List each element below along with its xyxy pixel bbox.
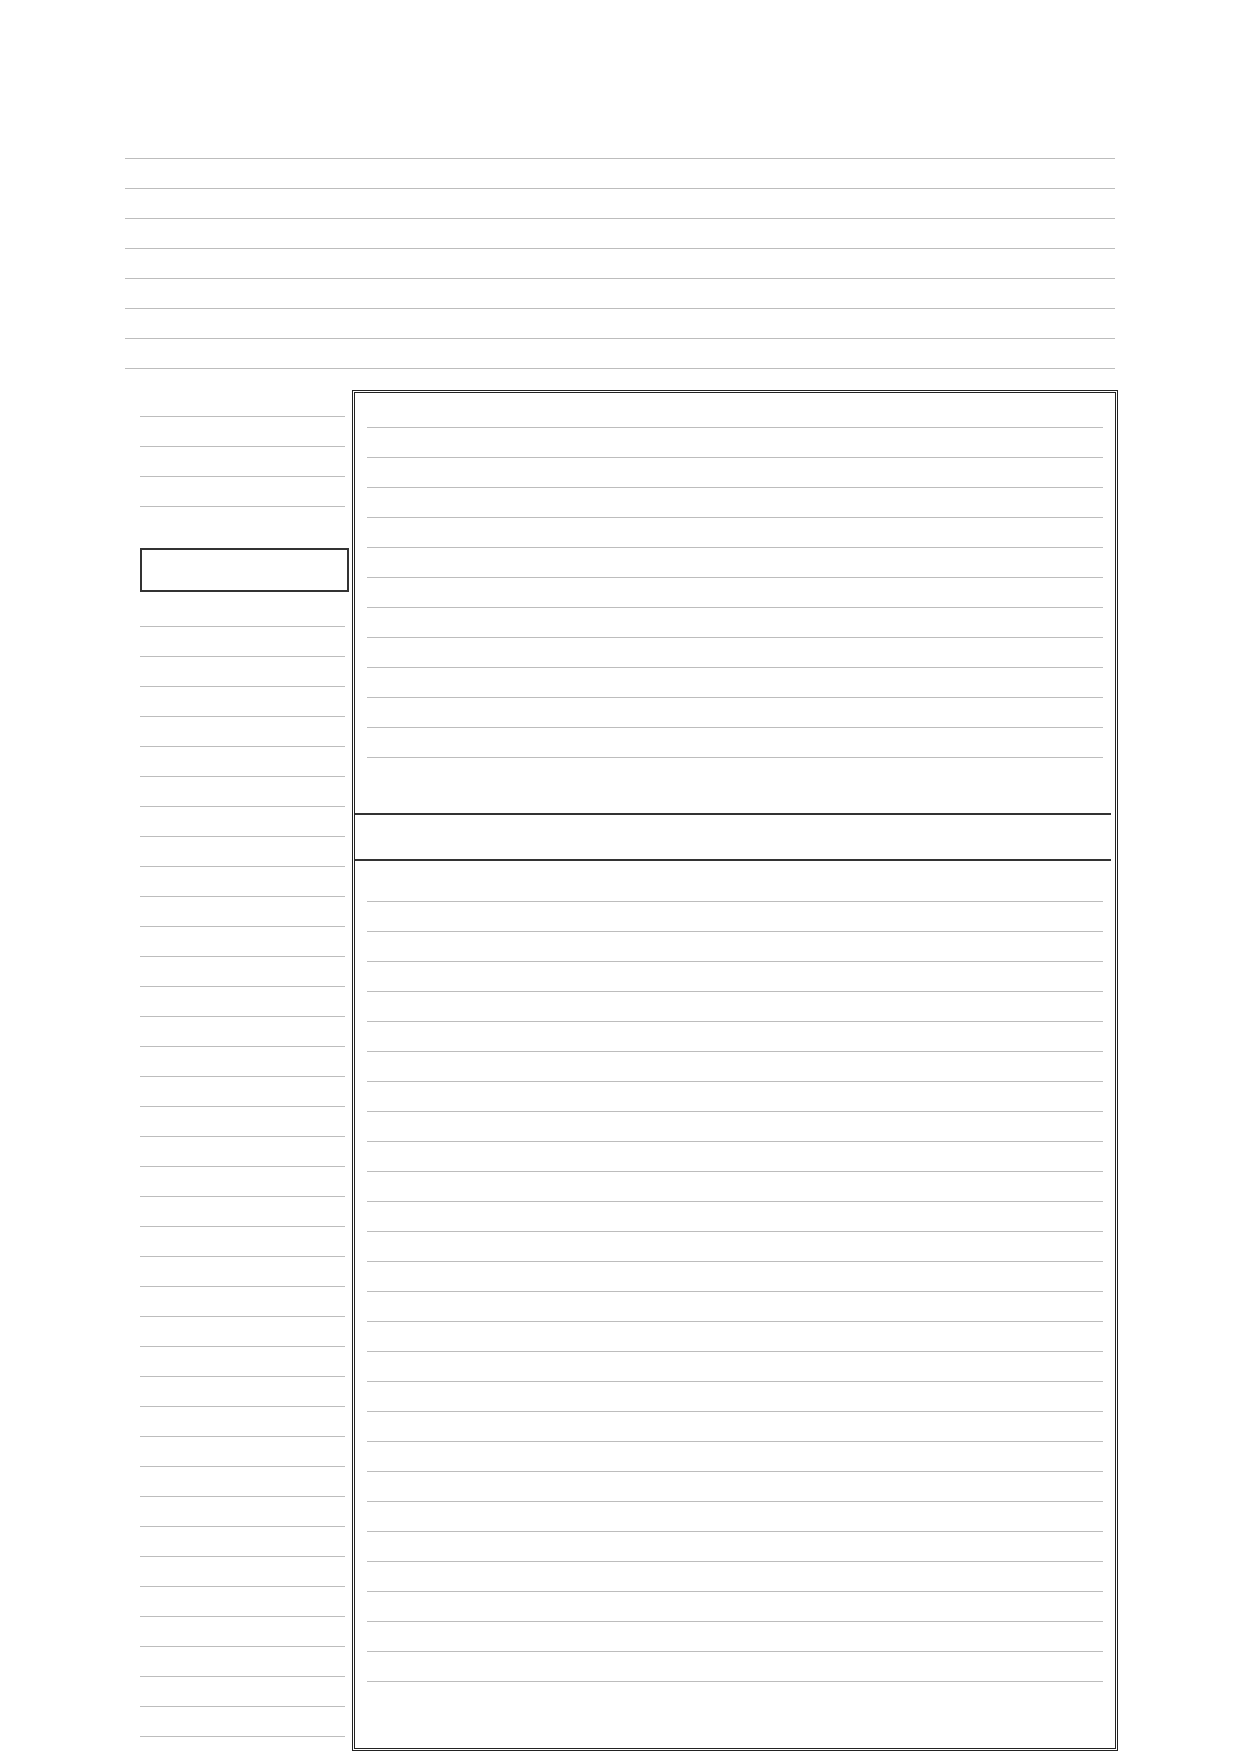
main-text-bottom [367,873,1103,1713]
text-line [140,1166,345,1167]
text-line [140,1706,345,1707]
text-line [367,1231,1103,1232]
side-top-text [140,388,345,538]
text-line [367,1051,1103,1052]
text-line [367,1531,1103,1532]
side-column [140,388,345,1748]
text-line [367,1201,1103,1202]
text-line [367,1021,1103,1022]
text-line [367,757,1103,758]
text-line [140,1196,345,1197]
text-line [140,1646,345,1647]
text-line [140,1466,345,1467]
text-line [367,961,1103,962]
text-line [125,368,1115,369]
text-line [367,1561,1103,1562]
text-line [140,1736,345,1737]
text-line [367,637,1103,638]
text-line [367,991,1103,992]
text-line [367,547,1103,548]
text-line [367,1501,1103,1502]
text-line [140,956,345,957]
text-line [140,806,345,807]
text-line [367,727,1103,728]
text-line [140,926,345,927]
text-line [367,1321,1103,1322]
text-line [140,1136,345,1137]
text-line [140,716,345,717]
text-line [140,896,345,897]
text-line [125,158,1115,159]
text-line [367,427,1103,428]
text-line [125,218,1115,219]
text-line [140,1346,345,1347]
text-line [140,836,345,837]
text-line [367,577,1103,578]
text-line [140,1556,345,1557]
text-line [140,1076,345,1077]
text-line [140,1016,345,1017]
text-line [140,1046,345,1047]
text-line [140,1226,345,1227]
text-line [140,1376,345,1377]
text-line [125,308,1115,309]
text-line [367,607,1103,608]
text-line [367,1621,1103,1622]
text-line [367,1171,1103,1172]
text-line [367,487,1103,488]
text-line [367,667,1103,668]
text-line [140,1676,345,1677]
main-text-box [352,390,1118,1751]
text-line [140,1256,345,1257]
text-line [140,686,345,687]
main-text-top [367,399,1103,774]
text-line [367,1471,1103,1472]
text-line [125,278,1115,279]
text-line [367,1441,1103,1442]
text-line [140,1526,345,1527]
text-line [140,476,345,477]
header-text-lines [125,130,1115,380]
text-line [140,1406,345,1407]
text-line [367,1351,1103,1352]
text-line [367,931,1103,932]
text-line [140,866,345,867]
text-line [140,446,345,447]
text-line [367,457,1103,458]
text-line [140,1286,345,1287]
text-line [125,188,1115,189]
text-line [140,506,345,507]
main-section-title [355,813,1111,861]
text-line [140,1106,345,1107]
text-line [367,1291,1103,1292]
text-line [140,776,345,777]
text-line [367,1591,1103,1592]
text-line [140,416,345,417]
text-line [140,1496,345,1497]
text-line [140,626,345,627]
side-section-title [140,548,349,592]
text-line [367,517,1103,518]
text-line [140,1616,345,1617]
text-line [367,1081,1103,1082]
text-line [367,1381,1103,1382]
text-line [367,1141,1103,1142]
text-line [140,986,345,987]
text-line [125,248,1115,249]
text-line [367,1681,1103,1682]
text-line [367,1651,1103,1652]
text-line [367,1261,1103,1262]
text-line [140,1316,345,1317]
text-line [367,1111,1103,1112]
text-line [140,656,345,657]
text-line [367,697,1103,698]
text-line [140,746,345,747]
side-bottom-text [140,598,345,1748]
text-line [367,901,1103,902]
text-line [140,1586,345,1587]
text-line [367,1411,1103,1412]
text-line [140,1436,345,1437]
text-line [125,338,1115,339]
header-commentary [125,130,1115,380]
